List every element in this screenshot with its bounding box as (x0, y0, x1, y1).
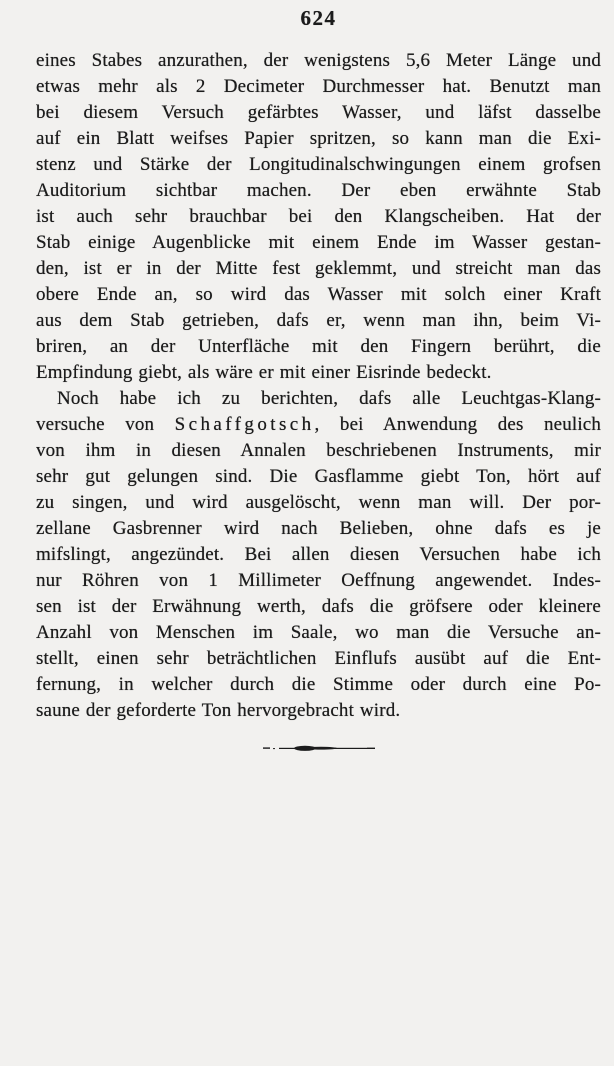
text-line (36, 412, 601, 438)
text-line: eines Stabes anzurathen, der wenigstens 5,6 Meter Länge und (36, 50, 601, 71)
text-line: saune der geforderte Ton hervorgebracht wird. (36, 700, 401, 721)
text-run: versuche von (36, 414, 175, 435)
text-line: Noch habe ich zu berichten, dafs alle Leuchtgas-Klang- (57, 388, 601, 409)
text-line: sehr gut gelungen sind. Die Gasflamme giebt Ton, hört auf (36, 466, 601, 487)
page-number: 624 (300, 6, 337, 30)
text-line: Auditorium sichtbar machen. Der eben erwähnte Stab (36, 180, 601, 201)
text-line: Stab einige Augenblicke mit einem Ende im Wasser gestan- (36, 232, 601, 253)
swelled-rule-icon (263, 743, 375, 753)
text-line: ist auch sehr brauchbar bei den Klangscheiben. Hat der (36, 206, 601, 227)
body-text (36, 48, 601, 724)
text-line: obere Ende an, so wird das Wasser mit solch einer Kraft (36, 284, 601, 305)
text-line: Empfindung giebt, als wäre er mit einer Eisrinde bedeckt. (36, 362, 492, 383)
text-line: zu singen, und wird ausgelöscht, wenn man will. Der por- (36, 492, 601, 513)
text-line: nur Röhren von 1 Millimeter Oeffnung angewendet. Indes- (36, 570, 601, 591)
text-line: stellt, einen sehr beträchtlichen Einflufs ausübt auf die Ent- (36, 648, 601, 669)
text-line: auf ein Blatt weifses Papier spritzen, so kann man die Exi- (36, 128, 601, 149)
text-line: den, ist er in der Mitte fest geklemmt, und streicht man das (36, 258, 601, 279)
text-line: Anzahl von Menschen im Saale, wo man die Versuche an- (36, 622, 601, 643)
text-line: mifslingt, angezündet. Bei allen diesen Versuchen habe ich (36, 544, 601, 565)
text-line: sen ist der Erwähnung werth, dafs die gröfsere oder kleinere (36, 596, 601, 617)
person-name-spaced: Schaffgotsch (174, 414, 315, 435)
text-line: stenz und Stärke der Longitudinalschwingungen einem grofsen (36, 154, 601, 175)
text-line: von ihm in diesen Annalen beschriebenen Instruments, mir (36, 440, 601, 461)
text-line: etwas mehr als 2 Decimeter Durchmesser hat. Benutzt man (36, 76, 601, 97)
text-line: zellane Gasbrenner wird nach Belieben, ohne dafs es je (36, 518, 601, 539)
text-line: aus dem Stab getrieben, dafs er, wenn man ihn, beim Vi- (36, 310, 601, 331)
text-line: bei diesem Versuch gefärbtes Wasser, und läfst dasselbe (36, 102, 601, 123)
text-run: , bei Anwendung des neulich (314, 414, 601, 435)
section-divider (36, 743, 601, 761)
text-line: briren, an der Unterfläche mit den Fingern berührt, die (36, 336, 601, 357)
text-line: fernung, in welcher durch die Stimme oder durch eine Po- (36, 674, 601, 695)
